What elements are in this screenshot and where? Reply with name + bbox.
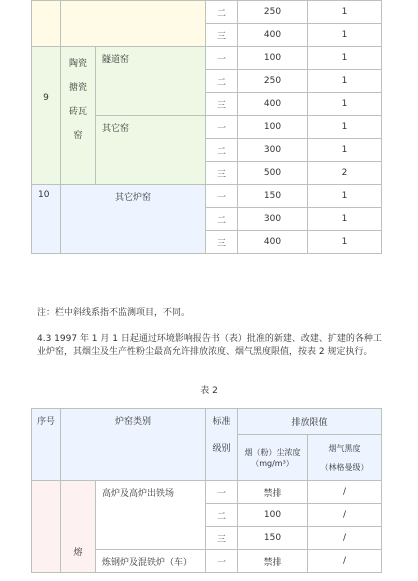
value-cell: 400 [238,231,308,254]
level-cell: 三 [206,93,238,116]
kiln-type-line: 窑 [73,131,83,141]
regulation-paragraph: 4.3 1997 年 1 月 1 日起通过环境影响报告书（表）批准的新建、改建、扩建的各种工业炉窑，其烟尘及生产性粉尘最高允许排放浓度、烟气黑度限值，按表 2 规定执行。 [37,334,382,357]
kiln-type-cell [61,47,96,185]
sub-type-cell: 隧道窑 [96,47,206,116]
level-cell: 三 [206,162,238,185]
header-std-level [206,409,238,481]
value-cell: 250 [238,70,308,93]
header-seq: 序号 [32,409,61,481]
value-cell: 1 [308,208,382,231]
kiln-type-cell [61,1,206,47]
value-cell: 400 [238,93,308,116]
level-cell: 三 [206,24,238,47]
sub-type-cell: 炼钢炉及混铁炉（车） [96,550,206,573]
value-cell: 1 [308,185,382,208]
value-cell: 1 [308,139,382,162]
value-cell: 禁排 [238,481,308,504]
level-cell: 一 [206,185,238,208]
emission-table-1 [31,0,382,254]
row-number-cell: 10 [32,185,61,254]
value-cell: 100 [238,116,308,139]
row-number-cell [32,1,61,47]
value-cell: 1 [308,47,382,70]
value-cell: 150 [238,527,308,550]
value-cell: 500 [238,162,308,185]
level-cell: 二 [206,504,238,527]
value-cell: 禁排 [238,550,308,573]
level-cell: 三 [206,527,238,550]
level-cell: 二 [206,1,238,24]
level-cell: 一 [206,116,238,139]
value-cell: 300 [238,139,308,162]
level-cell: 一 [206,481,238,504]
header-dust: 烟（粉）尘浓度（mg/m³） [238,435,308,481]
level-cell: 二 [206,208,238,231]
kiln-type-line: 砖瓦 [68,107,87,117]
value-cell: 250 [238,1,308,24]
row-number-cell: 9 [32,47,61,185]
value-cell: / [308,504,382,527]
value-cell: 1 [308,1,382,24]
header-smoke-label: 烟气黑度 [328,443,361,453]
header-smoke [308,435,382,481]
value-cell: 300 [238,208,308,231]
table-caption: 表 2 [200,386,218,396]
value-cell: 1 [308,116,382,139]
kiln-type-line: 搪瓷 [68,83,87,93]
level-cell: 一 [206,550,238,573]
row-number-cell [32,481,61,573]
value-cell: 400 [238,24,308,47]
header-smoke-unit: （林格曼级） [320,462,369,472]
header-std-level-line: 标准 [212,417,231,427]
sub-type-cell: 高炉及高炉出铁场 [96,481,206,550]
table-note: 注：栏中斜线系指不监测项目，不同。 [37,308,191,318]
value-cell: 100 [238,47,308,70]
level-cell: 二 [206,139,238,162]
header-kiln-type: 炉窑类别 [61,409,206,481]
sub-type-cell: 其它窑 [96,116,206,185]
header-limit: 排放限值 [238,409,382,435]
emission-table-2 [31,408,382,573]
kiln-type-line: 陶瓷 [68,59,87,69]
value-cell: 2 [308,162,382,185]
value-cell: 1 [308,24,382,47]
kiln-type-cell: 其它炉窑 [61,185,206,254]
value-cell: / [308,481,382,504]
value-cell: 1 [308,93,382,116]
value-cell: 150 [238,185,308,208]
kiln-group-cell: 熔 [61,481,96,573]
value-cell: 1 [308,231,382,254]
header-std-level-line: 级别 [212,444,231,454]
value-cell: / [308,527,382,550]
level-cell: 一 [206,47,238,70]
level-cell: 三 [206,231,238,254]
value-cell: / [308,550,382,573]
value-cell: 1 [308,70,382,93]
level-cell: 二 [206,70,238,93]
value-cell: 100 [238,504,308,527]
